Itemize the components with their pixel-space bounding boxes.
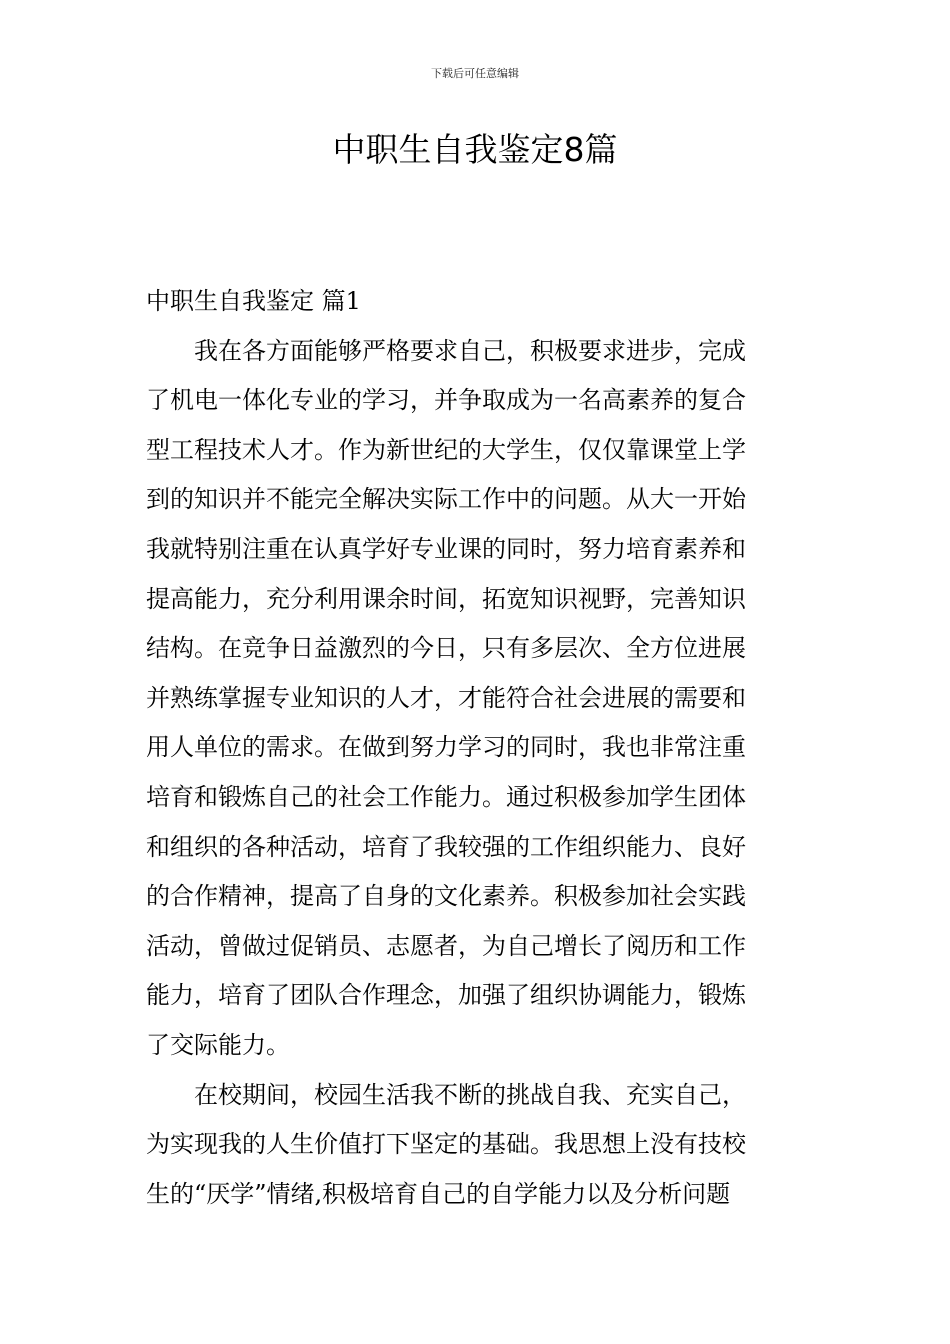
text-line: 我就特别注重在认真学好专业课的同时，努力培育素养和	[146, 534, 746, 563]
text-line: 为实现我的人生价值打下坚定的基础。我思想上没有技校	[146, 1130, 746, 1159]
header-note: 下载后可任意编辑	[431, 67, 519, 80]
text-line: 到的知识并不能完全解决实际工作中的问题。从大一开始	[146, 485, 746, 514]
paragraph-1	[146, 327, 806, 1071]
text-line: 用人单位的需求。在做到努力学习的同时，我也非常注重	[146, 733, 746, 762]
document-title: 中职生自我鉴定8篇	[332, 130, 618, 169]
text-line: 的合作精神，提高了自身的文化素养。积极参加社会实践	[146, 882, 746, 911]
text-line: 生的“厌学”情绪,积极培育自己的自学能力以及分析问题	[146, 1179, 731, 1208]
text-line: 了机电一体化专业的学习，并争取成为一名高素养的复合	[146, 386, 746, 415]
section-heading: 中职生自我鉴定 篇1	[146, 287, 361, 315]
text-line: 型工程技术人才。作为新世纪的大学生，仅仅靠课堂上学	[146, 435, 746, 464]
document-body	[146, 277, 806, 1219]
text-line: 和组织的各种活动，培育了我较强的工作组织能力、良好	[146, 832, 746, 861]
text-line: 培育和锻炼自己的社会工作能力。通过积极参加学生团体	[146, 782, 746, 811]
text-line: 提高能力，充分利用课余时间，拓宽知识视野，完善知识	[146, 584, 746, 613]
text-line: 在校期间，校园生活我不断的挑战自我、充实自己，	[194, 1080, 746, 1109]
text-line: 活动，曾做过促销员、志愿者，为自己增长了阅历和工作	[146, 931, 746, 960]
text-line: 了交际能力。	[146, 1030, 290, 1059]
text-line: 我在各方面能够严格要求自己，积极要求进步，完成	[194, 336, 746, 365]
text-line: 并熟练掌握专业知识的人才，才能符合社会进展的需要和	[146, 683, 746, 712]
text-line: 能力，培育了团队合作理念，加强了组织协调能力，锻炼	[146, 981, 746, 1010]
text-line: 结构。在竞争日益激烈的今日，只有多层次、全方位进展	[146, 634, 746, 663]
paragraph-2	[146, 1071, 806, 1220]
